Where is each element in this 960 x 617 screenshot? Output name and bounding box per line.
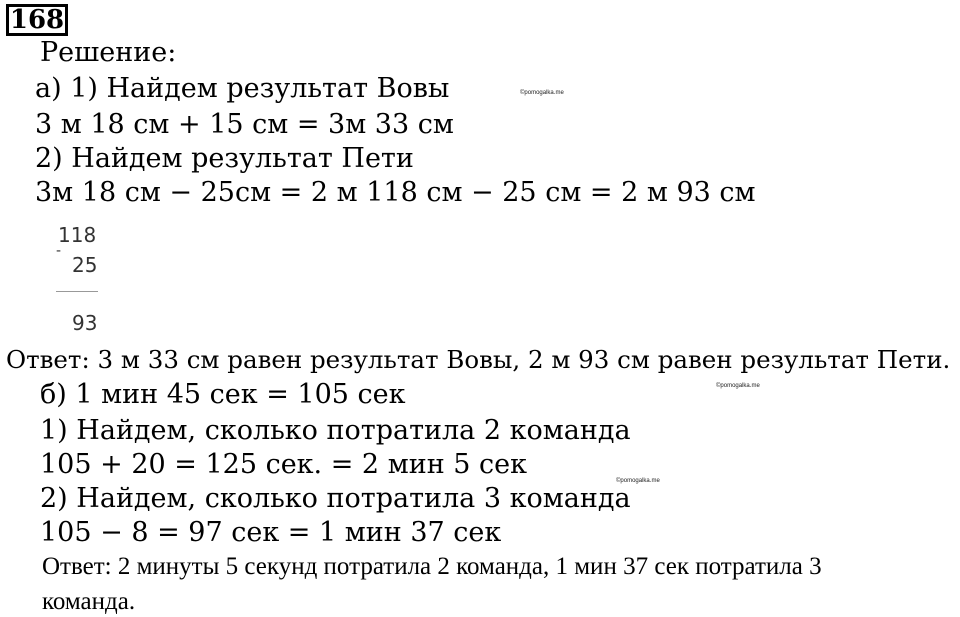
watermark-3: ©pomogalka.me xyxy=(616,478,660,484)
solution-heading: Решение: xyxy=(40,37,177,68)
part-a-answer: Ответ: 3 м 33 см равен результат Вовы, 2 м 93 см равен результат Пети. xyxy=(6,345,951,374)
part-a-step2-calc: 3м 18 см − 25см = 2 м 118 см − 25 см = 2 м 93 см xyxy=(35,177,756,208)
column-subtrahend: 25 xyxy=(72,253,98,277)
part-a-step1-title: а) 1) Найдем результат Вовы xyxy=(35,73,450,104)
column-result: 93 xyxy=(72,311,98,335)
watermark-2: ©pomogalka.me xyxy=(716,383,760,389)
part-b-step2-title: 2) Найдем, сколько потратила 3 команда xyxy=(40,483,631,514)
problem-number: 168 xyxy=(6,4,68,36)
part-b-answer-line1: Ответ: 2 минуты 5 секунд потратила 2 команда, 1 мин 37 сек потратила 3 xyxy=(42,553,822,580)
part-b-step2-calc: 105 − 8 = 97 сек = 1 мин 37 сек xyxy=(40,517,502,548)
column-operator: - xyxy=(56,243,62,259)
part-b-answer-line2: команда. xyxy=(42,588,136,615)
watermark-1: ©pomogalka.me xyxy=(520,90,564,96)
column-divider xyxy=(56,291,98,292)
part-b-conversion: б) 1 мин 45 сек = 105 сек xyxy=(40,379,406,410)
part-a-step1-calc: 3 м 18 см + 15 см = 3м 33 см xyxy=(35,109,454,140)
column-minuend: 118 xyxy=(58,223,97,247)
part-b-step1-title: 1) Найдем, сколько потратила 2 команда xyxy=(40,415,631,446)
part-b-step1-calc: 105 + 20 = 125 сек. = 2 мин 5 сек xyxy=(40,449,528,480)
part-a-step2-title: 2) Найдем результат Пети xyxy=(35,143,414,174)
